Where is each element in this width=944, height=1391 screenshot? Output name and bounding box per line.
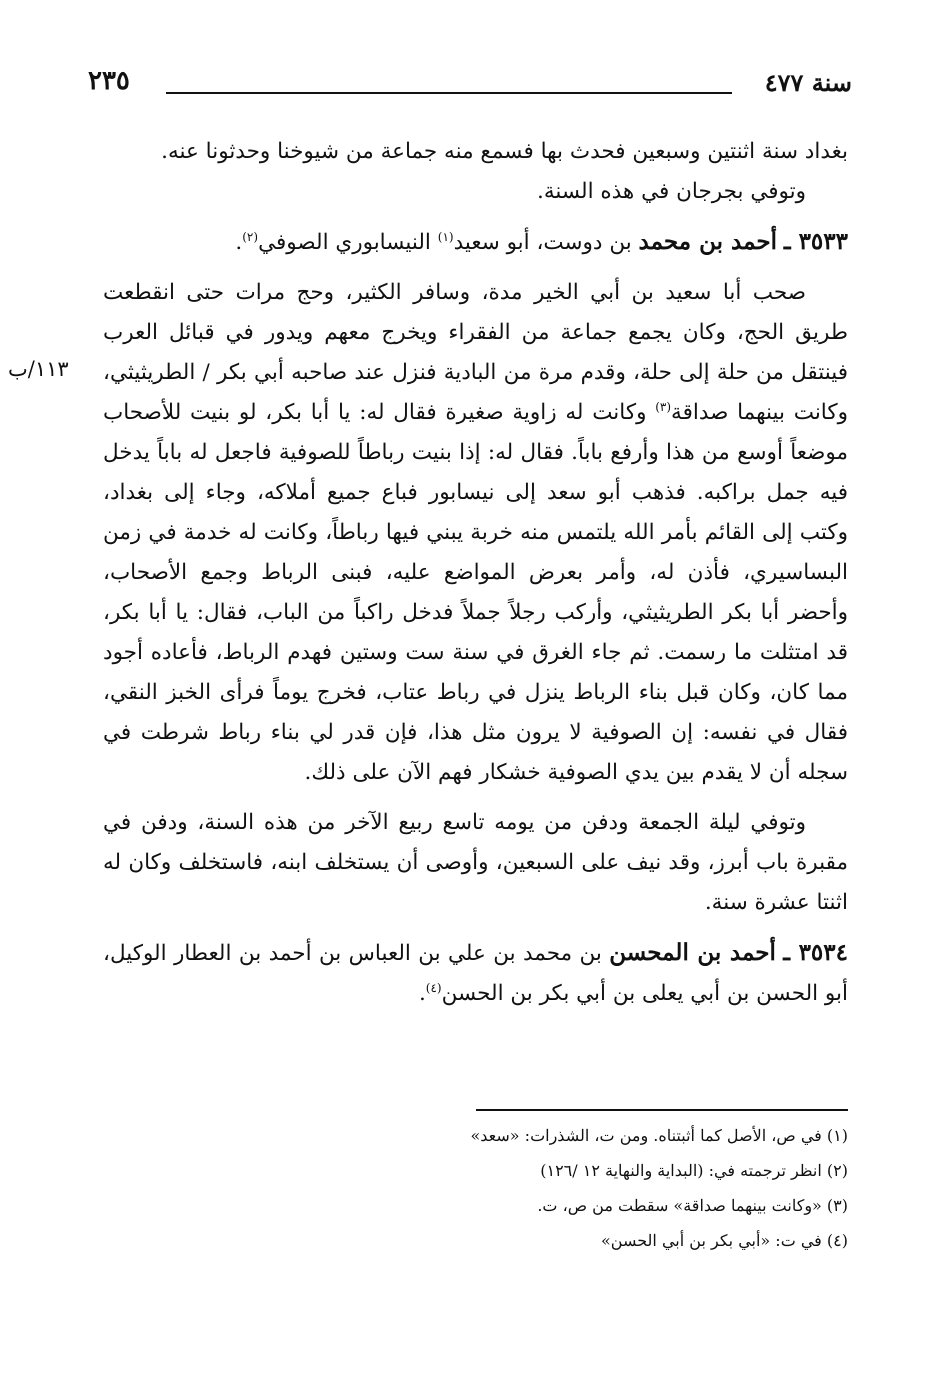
entry-number: ٣٥٣٤ ـ bbox=[783, 939, 848, 966]
entry-biography bbox=[103, 273, 848, 793]
paragraph: بغداد سنة اثنتين وسبعين فحدث بها فسمع منه جماعة من شيوخنا وحدثونا عنه. bbox=[161, 139, 848, 164]
footnote: (٣) «وكانت بينهما صداقة» سقطت من ص، ت. bbox=[537, 1196, 848, 1215]
manuscript-folio-note: ١١٣/ب bbox=[8, 357, 69, 381]
bio-text-cont: وكانت له زاوية صغيرة فقال له: يا أبا بكر، لو بنيت للأصحاب موضعاً أوسع من هذا وأرفع باباً. فقال له: إذا بنيت رباطاً للصوفية فاجعل له باباً يدخل فيه جمل براكبه. فذهب أبو سعد إلى نيسابور فباع جميع أملاكه، وجاء إلى بغداد، وكتب إلى القائم بأمر الله يلتمس منه خربة يبني فيها رباطاً، وكانت له خدمة في زمن البساسيري، فأذن له، وأمر بعرض المواضع عليه، فبنى الرباط وجمع الأصحاب، وأحضر أبا بكر الطريثيثي، وأركب رجلاً جملاً فدخل راكباً من الباب، فقال: يا أبا بكر، قد امتثلت ما رسمت. ثم جاء الغرق في سنة ست وستين فهدم الرباط، فأعاده أجود مما كان، وكان قبل بناء الرباط ينزل في رباط عتاب، فخرج يوماً فرأى الخبز النقي، فقال في نفسه: إن الصوفية لا يرون مثل هذا، فإن قدر لي بناء رباط شرطت في سجله أن لا يقدم بين يدي الصوفية خشكار فهم الآن على ذلك. bbox=[103, 400, 848, 785]
footnote-ref: (٣) bbox=[655, 399, 672, 414]
running-header bbox=[0, 66, 944, 106]
punctuation: . bbox=[235, 230, 243, 255]
entry-heading-3533 bbox=[103, 222, 848, 263]
header-year: سنة ٤٧٧ bbox=[764, 68, 852, 97]
bio-text: صحب أبا سعيد بن أبي الخير مدة، وسافر الكثير، وحج مرات حتى انقطعت طريق الحج، وكان يجمع جماعة من الفقراء ويخرج معهم ويدور في قبائل العرب فينتقل من حلة إلى حلة، وقدم مرة من البادية فنزل عند صاحبه أبي بكر / الطريثيثي، وكانت بينهما صداقة bbox=[103, 280, 848, 425]
entry-lineage: بن دوست، أبو سعيد bbox=[453, 230, 632, 255]
entry-name: أحمد بن المحسن bbox=[609, 939, 776, 966]
entry-heading-3534 bbox=[103, 933, 848, 1014]
main-text bbox=[103, 132, 848, 1014]
footnote: (٢) انظر ترجمته في: (البداية والنهاية ١٢ /١٢٦) bbox=[540, 1161, 848, 1180]
entry-lineage: بن محمد بن علي بن العباس بن أحمد بن العطار الوكيل، أبو الحسن بن أبي يعلى بن أبي بكر بن الحسن bbox=[103, 941, 848, 1006]
footnote-ref: (٢) bbox=[242, 229, 259, 244]
entry-number: ٣٥٣٣ ـ bbox=[783, 228, 848, 255]
paragraph: وتوفي بجرجان في هذه السنة. bbox=[536, 179, 806, 204]
entry-name: أحمد بن محمد bbox=[638, 228, 777, 255]
footnote: (٤) في ت: «أبي بكر بن أبي الحسن» bbox=[600, 1231, 848, 1250]
entry-nisba: النيسابوري الصوفي bbox=[258, 230, 431, 255]
entry-death: وتوفي ليلة الجمعة ودفن من يومه تاسع ربيع الآخر من هذه السنة، ودفن في مقبرة باب أبرز، وقد نيف على السبعين، وأوصى أن يستخلف ابنه، فاستخلف وكان له اثنتا عشرة سنة. bbox=[103, 810, 848, 915]
footnote-rule bbox=[476, 1109, 848, 1111]
header-rule bbox=[166, 92, 732, 94]
footnote-ref: (٤) bbox=[425, 980, 442, 995]
footnotes bbox=[103, 1118, 848, 1258]
punctuation: . bbox=[418, 981, 426, 1006]
footnote: (١) في ص، الأصل كما أثبتناه. ومن ت، الشذرات: «سعد» bbox=[470, 1126, 848, 1145]
footnote-ref: (١) bbox=[437, 229, 454, 244]
page-number: ٢٣٥ bbox=[88, 66, 130, 96]
